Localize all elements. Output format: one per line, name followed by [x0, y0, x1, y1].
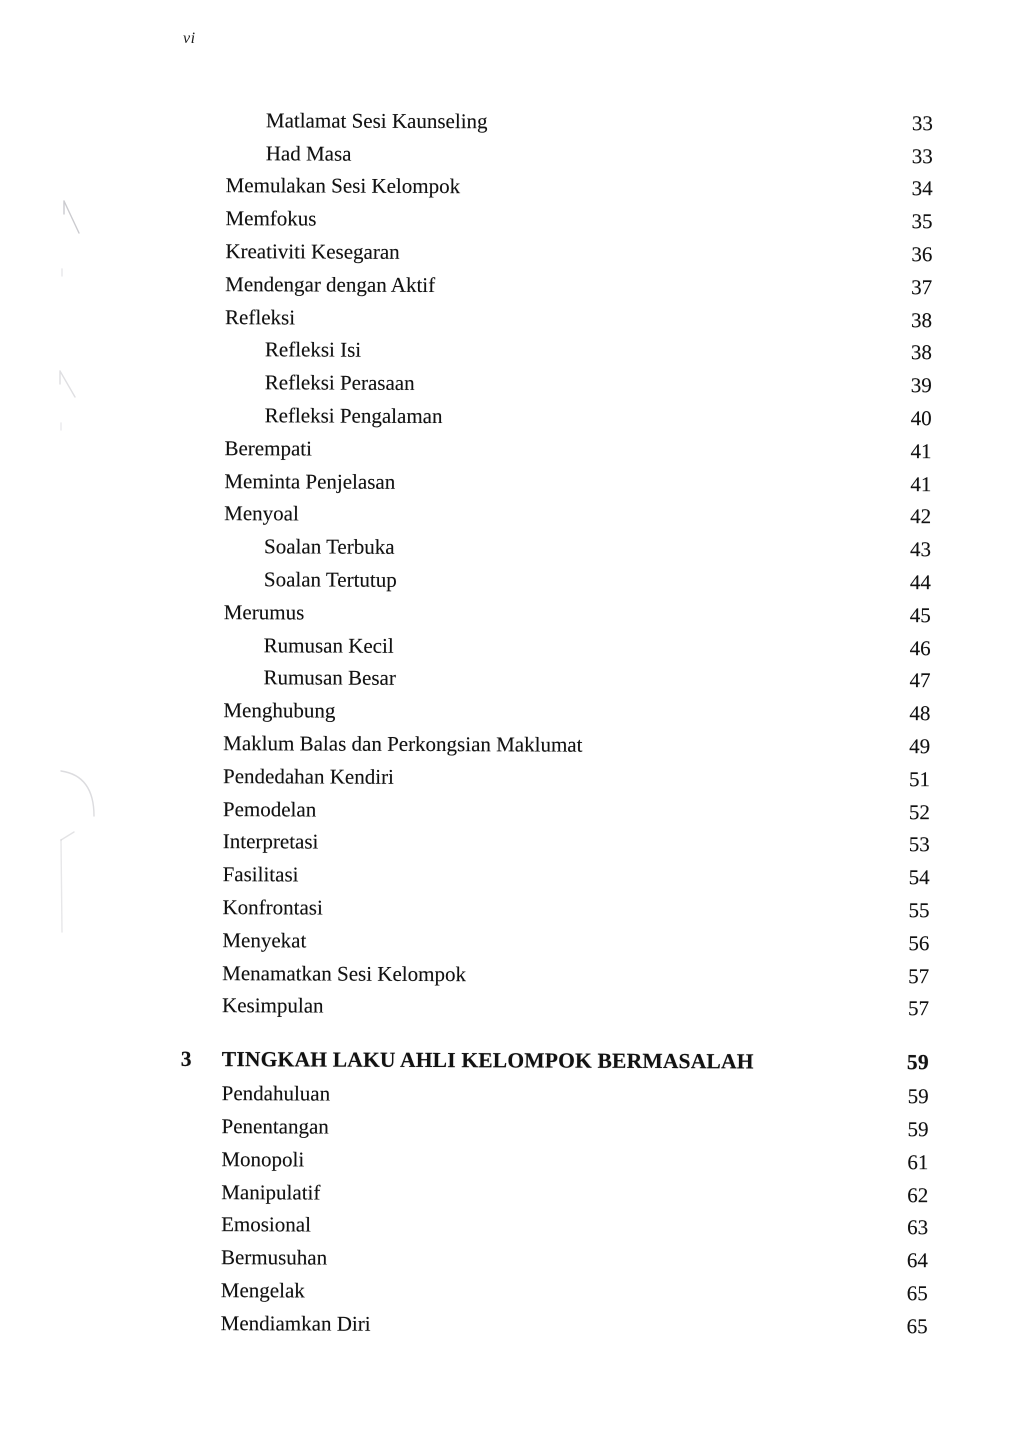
toc-entry-label: Memfokus	[225, 206, 317, 231]
toc-row	[183, 497, 931, 533]
toc-row	[182, 727, 930, 763]
toc-row	[180, 1274, 928, 1310]
chapter-number: 3	[180, 1046, 192, 1071]
toc-entry-page: 40	[910, 406, 932, 431]
toc-entry-page: 38	[910, 340, 932, 365]
toc-entry-page: 33	[911, 143, 933, 168]
toc-row	[181, 924, 929, 960]
toc-entry-label: Penentangan	[221, 1114, 329, 1139]
toc-entry-page: 47	[909, 668, 931, 693]
toc-entry-page: 53	[908, 832, 930, 857]
toc-entry-label: Mendiamkan Diri	[220, 1310, 371, 1336]
toc-entry-page: 44	[909, 570, 931, 595]
toc-row	[183, 629, 931, 665]
toc-entry-page: 36	[911, 242, 933, 267]
toc-entry-page: 61	[907, 1149, 929, 1174]
toc-row	[184, 333, 932, 369]
toc-row	[184, 202, 932, 238]
toc-entry-label: Bermusuhan	[220, 1245, 328, 1270]
toc-entry-label: Pemodelan	[222, 796, 317, 822]
toc-entry-label: TINGKAH LAKU AHLI KELOMPOK BERMASALAH	[221, 1046, 754, 1074]
toc-row	[181, 891, 929, 927]
toc-entry-page: 62	[907, 1182, 929, 1207]
toc-entry-label: Kreativiti Kesegaran	[225, 239, 400, 264]
toc-row	[182, 793, 930, 829]
toc-entry-label: Mendengar dengan Aktif	[225, 271, 436, 297]
toc-entry-page: 59	[906, 1049, 929, 1074]
toc-row	[183, 596, 931, 632]
toc-entry-label: Rumusan Besar	[263, 665, 396, 691]
toc-entry-page: 52	[908, 799, 930, 824]
toc-entry-page: 56	[908, 930, 930, 955]
toc-row	[185, 170, 933, 206]
toc-entry-page: 54	[908, 865, 930, 890]
toc-entry-label: Emosional	[221, 1212, 311, 1237]
toc-entry-label: Interpretasi	[222, 829, 319, 854]
toc-row	[184, 399, 932, 435]
toc-entry-page: 65	[906, 1281, 928, 1306]
toc-row	[185, 104, 933, 140]
toc-row	[184, 235, 932, 271]
toc-row	[184, 301, 932, 337]
toc-entry-page: 37	[911, 274, 933, 300]
toc-entry-label: Monopoli	[221, 1146, 305, 1172]
folio-page-number: vi	[183, 30, 196, 47]
toc-entry-page: 46	[909, 635, 931, 660]
toc-entry-label: Memulakan Sesi Kelompok	[225, 173, 461, 199]
toc-entry-page: 41	[910, 438, 932, 464]
toc-entry-label: Menghubung	[223, 698, 336, 723]
toc-entry-label: Refleksi Perasaan	[264, 370, 415, 396]
toc-entry-page: 33	[911, 110, 933, 136]
toc-entry-page: 51	[909, 766, 931, 791]
toc-row	[184, 366, 932, 402]
toc-entry-label: Matlamat Sesi Kaunseling	[265, 108, 488, 134]
toc-row	[184, 268, 932, 304]
toc-entry-label: Menyoal	[224, 501, 299, 526]
toc-row	[180, 1110, 928, 1146]
toc-row	[182, 825, 930, 861]
toc-entry-label: Pendahuluan	[221, 1081, 331, 1106]
toc-entry-label: Konfrontasi	[222, 895, 323, 920]
toc-entry-label: Had Masa	[265, 140, 352, 166]
toc-row	[181, 957, 929, 993]
toc-entry-page: 57	[908, 963, 930, 988]
toc-entry-label: Pendedahan Kendiri	[223, 763, 394, 789]
toc-entry-label: Fasilitasi	[222, 862, 299, 887]
toc-entry-label: Maklum Balas dan Perkongsian Maklumat	[223, 731, 583, 757]
toc-row	[183, 432, 931, 468]
toc-entry-label: Kesimpulan	[222, 993, 324, 1018]
toc-entry-label: Merumus	[223, 599, 305, 625]
toc-row	[182, 760, 930, 796]
toc-entry-label: Refleksi	[225, 304, 296, 330]
toc-row	[180, 1307, 928, 1343]
toc-entry-page: 35	[911, 209, 933, 234]
toc-row	[182, 694, 930, 730]
toc-entry-page: 38	[911, 307, 933, 332]
toc-entry-label: Berempati	[224, 435, 313, 461]
toc-row	[180, 1208, 928, 1244]
toc-entry-label: Menyekat	[222, 927, 307, 953]
toc-row	[180, 1143, 928, 1179]
toc-entry-page: 57	[908, 996, 930, 1021]
toc-entry-label: Mengelak	[220, 1278, 305, 1303]
toc-entry-page: 43	[910, 537, 932, 562]
toc-entry-label: Refleksi Pengalaman	[264, 403, 443, 429]
toc-row	[180, 1176, 928, 1212]
toc-entry-label: Refleksi Isi	[264, 337, 362, 363]
toc-entry-label: Manipulatif	[221, 1179, 321, 1205]
toc-row	[182, 661, 930, 697]
toc-entry-label: Soalan Tertutup	[263, 567, 397, 592]
toc-entry-page: 63	[907, 1215, 929, 1240]
toc-entry-label: Rumusan Kecil	[263, 632, 394, 658]
table-of-contents	[180, 104, 933, 1343]
toc-entry-label: Meminta Penjelasan	[224, 468, 396, 494]
toc-row	[182, 858, 930, 894]
toc-entry-page: 65	[906, 1313, 928, 1338]
toc-row	[183, 563, 931, 599]
toc-entry-page: 34	[911, 176, 933, 201]
toc-entry-label: Menamatkan Sesi Kelompok	[222, 960, 467, 986]
toc-entry-page: 59	[907, 1084, 929, 1109]
toc-row	[181, 1041, 929, 1080]
toc-row	[181, 989, 929, 1025]
toc-entry-page: 39	[910, 373, 932, 398]
toc-row	[181, 1077, 929, 1113]
toc-row	[183, 530, 931, 566]
toc-entry-page: 59	[907, 1117, 929, 1142]
toc-entry-page: 49	[909, 734, 931, 759]
toc-entry-page: 42	[910, 504, 932, 529]
toc-row	[183, 465, 931, 501]
toc-row	[185, 137, 933, 173]
toc-row	[180, 1241, 928, 1277]
toc-entry-page: 41	[910, 471, 932, 496]
toc-entry-label: Soalan Terbuka	[264, 534, 395, 560]
toc-entry-page: 55	[908, 898, 930, 923]
toc-entry-page: 48	[909, 701, 931, 726]
toc-entry-page: 45	[909, 602, 931, 628]
toc-entry-page: 64	[906, 1248, 929, 1273]
